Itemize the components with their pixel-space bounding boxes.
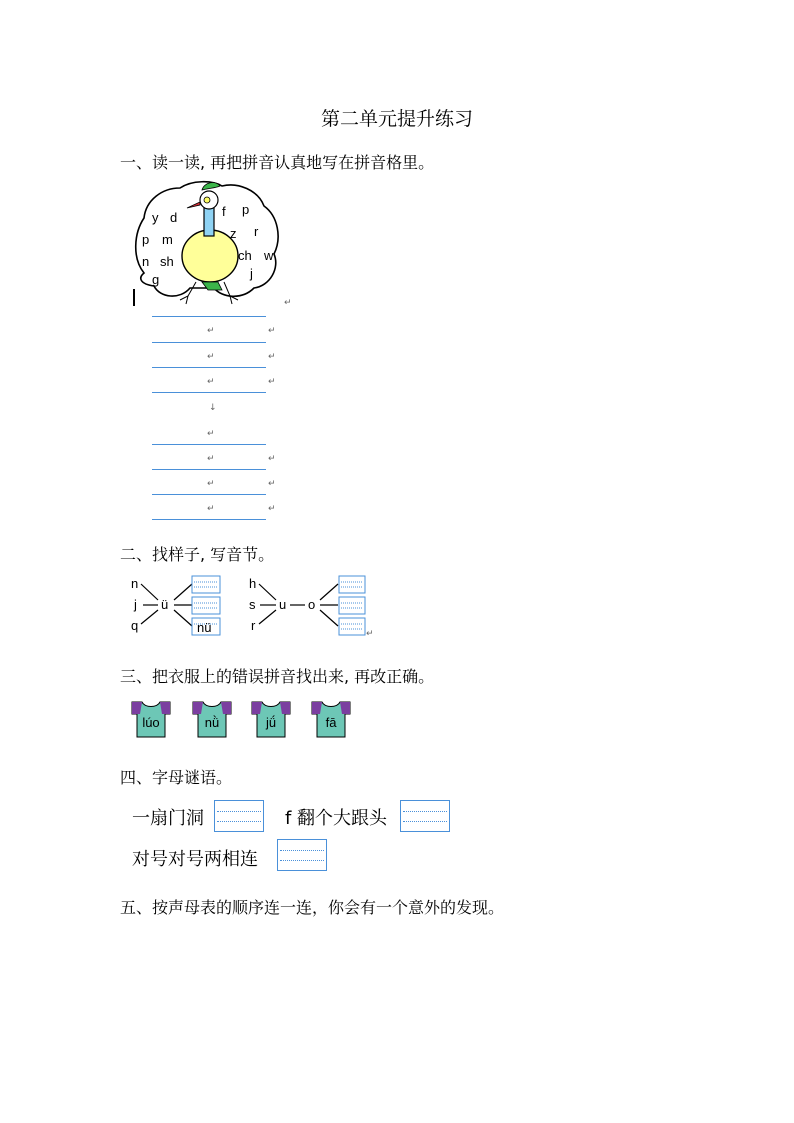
text-cursor	[133, 289, 135, 306]
shirt-pinyin: jǘ	[265, 715, 277, 730]
peacock-letter: sh	[160, 254, 174, 269]
svg-text:↵: ↵	[366, 629, 374, 638]
peacock-illustration	[130, 178, 290, 308]
peacock-letter: z	[230, 226, 237, 241]
return-mark: ↵	[268, 454, 276, 464]
initial-letter: j	[134, 597, 137, 612]
line-break-mark: ↓	[209, 403, 217, 413]
final-letter: o	[308, 597, 316, 612]
section-2-heading: 二、找样子, 写音节。	[120, 545, 275, 564]
pinyin-writing-line[interactable]	[152, 444, 266, 445]
page-title: 第二单元提升练习	[320, 108, 473, 130]
shirt-pinyin: lúo	[142, 715, 160, 730]
shirt-pinyin: nǜ	[204, 715, 220, 730]
initial-letter: r	[251, 618, 256, 633]
return-mark: ↵	[207, 377, 215, 387]
pinyin-writing-line[interactable]	[152, 342, 266, 343]
peacock-letter: r	[254, 224, 259, 239]
return-mark: ↵	[207, 429, 215, 439]
return-mark: ↵	[268, 504, 276, 514]
pinyin-writing-line[interactable]	[152, 469, 266, 470]
section-1-heading: 一、读一读, 再把拼音认真地写在拼音格里。	[120, 153, 435, 172]
peacock-letter: y	[152, 210, 159, 225]
riddle-2: f 翻个大跟头	[285, 808, 388, 829]
peacock-letter: f	[222, 204, 226, 219]
answer-box[interactable]	[400, 800, 450, 832]
pinyin-writing-line[interactable]	[152, 519, 266, 520]
peacock-letter: j	[250, 266, 253, 281]
peacock-letter: d	[170, 210, 178, 225]
peacock-letter: ch	[238, 248, 252, 263]
answer-box[interactable]	[277, 839, 327, 871]
example-syllable: nü	[197, 620, 212, 635]
final-letter: u	[279, 597, 287, 612]
peacock-letter: g	[152, 272, 160, 287]
pinyin-writing-line[interactable]	[152, 367, 266, 368]
return-mark: ↵	[207, 352, 215, 362]
return-mark: ↵	[207, 326, 215, 336]
initial-letter: q	[131, 618, 139, 633]
shirt-item[interactable]	[251, 700, 291, 738]
return-mark: ↵	[268, 352, 276, 362]
return-mark: ↵	[284, 298, 292, 308]
peacock-letter: w	[264, 248, 274, 263]
return-mark: ↵	[268, 326, 276, 336]
section-4-heading: 四、字母谜语。	[120, 768, 233, 787]
return-mark: ↵	[207, 454, 215, 464]
syllable-diagram	[128, 572, 378, 638]
peacock-letter: p	[142, 232, 150, 247]
return-mark: ↵	[207, 504, 215, 514]
shirt-item[interactable]	[192, 700, 232, 738]
peacock-letter: n	[142, 254, 150, 269]
riddle-1: 一扇门洞	[132, 808, 204, 829]
shirt-item[interactable]	[311, 700, 351, 738]
peacock-letter: p	[242, 202, 250, 217]
section-3-heading: 三、把衣服上的错误拼音找出来, 再改正确。	[120, 667, 435, 686]
peacock-letter: m	[162, 232, 173, 247]
return-mark: ↵	[268, 377, 276, 387]
pinyin-writing-line[interactable]	[152, 316, 266, 317]
shirt-item[interactable]	[131, 700, 171, 738]
riddle-3: 对号对号两相连	[132, 849, 258, 870]
initial-letter: s	[249, 597, 256, 612]
initial-letter: h	[249, 576, 257, 591]
shirt-pinyin: fā	[325, 715, 337, 730]
answer-box[interactable]	[214, 800, 264, 832]
section-5-heading: 五、按声母表的顺序连一连，你会有一个意外的发现。	[120, 898, 505, 917]
pinyin-writing-line[interactable]	[152, 494, 266, 495]
initial-letter: n	[131, 576, 139, 591]
pinyin-writing-line[interactable]	[152, 392, 266, 393]
return-mark: ↵	[268, 479, 276, 489]
return-mark: ↵	[207, 479, 215, 489]
final-letter: ü	[161, 597, 169, 612]
